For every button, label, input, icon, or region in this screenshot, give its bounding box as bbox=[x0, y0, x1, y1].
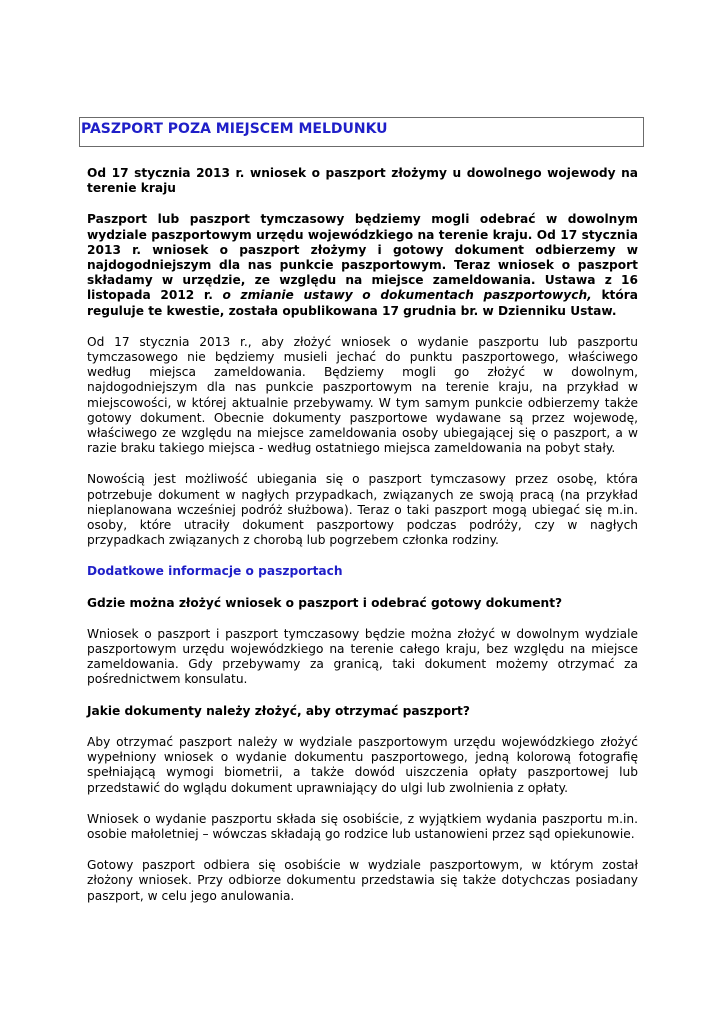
body-paragraph-2: Nowością jest możliwość ubiegania się o paszport tymczasowy przez osobę, która potrzebuje dokument w nagłych przypadkach, związanych ze swoją pracą (na przykład nieplanowana wcześniej podróż służbowa). Teraz o taki paszport mogą ubiegać się m.in. osoby, które utraciły dokument paszportowy podczas podróży, czy w nagłych przypadkach związanych z chorobą lub pogrzebem członka rodziny. bbox=[87, 472, 638, 548]
title-box bbox=[79, 117, 644, 147]
body-paragraph-1: Od 17 stycznia 2013 r., aby złożyć wniosek o wydanie paszportu lub paszportu tymczasowego nie będziemy musieli jechać do punktu paszportowego, właściwego według miejsca zameldowania. Będziemy mogli go złożyć w dowolnym, najdogodniejszym dla nas punkcie paszportowym na terenie kraju, na przykład w miejscowości, w której aktualnie przebywamy. W tym samym punkcie odbierzemy także gotowy dokument. Obecnie dokumenty paszportowe wydawane są przez wojewodę, właściwego ze względu na miejsce zameldowania osoby ubiegającej się o paszport, a w razie braku takiego miejsca - według ostatniego miejsca zameldowania na pobyt stały. bbox=[87, 334, 638, 456]
question-documents: Jakie dokumenty należy złożyć, aby otrzymać paszport? bbox=[87, 703, 470, 718]
answer-where: Wniosek o paszport i paszport tymczasowy będzie można złożyć w dowolnym wydziale paszportowym urzędu wojewódzkiego na terenie całego kraju, bez względu na miejsce zameldowania. Gdy przebywamy za granicą, taki dokument możemy otrzymać za pośrednictwem konsulatu. bbox=[87, 626, 638, 687]
extra-info-heading: Dodatkowe informacje o paszportach bbox=[87, 564, 343, 579]
act-title-italic: o zmianie ustawy o dokumentach paszportowych, bbox=[222, 288, 592, 303]
lead-paragraph-1: Od 17 stycznia 2013 r. wniosek o paszport złożymy u dowolnego wojewody na terenie kraju bbox=[87, 166, 638, 196]
answer-documents-1: Aby otrzymać paszport należy w wydziale paszportowym urzędu wojewódzkiego złożyć wypełniony wniosek o wydanie dokumentu paszportowego, jedną kolorową fotografię spełniającą wymogi biometrii, a także dowód uiszczenia opłaty paszportowej lub przedstawić do wglądu dokument uprawniający do ulgi lub zwolnienia z opłaty. bbox=[87, 734, 638, 795]
page-title: PASZPORT POZA MIEJSCEM MELDUNKU bbox=[81, 121, 388, 137]
document-page bbox=[81, 117, 638, 904]
answer-documents-3: Gotowy paszport odbiera się osobiście w wydziale paszportowym, w którym został złożony wniosek. Przy odbiorze dokumentu przedstawia się także dotychczas posiadany paszport, w celu jego anulowania. bbox=[87, 858, 638, 903]
lead-paragraph-2-text-b: która reguluje te kwestie, została opublikowana 17 grudnia br. w Dzienniku Ustaw. bbox=[87, 288, 638, 318]
lead-paragraph-2-text-a: Paszport lub paszport tymczasowy będziemy mogli odebrać w dowolnym wydziale paszportowym urzędu wojewódzkiego na terenie kraju. Od 17 stycznia 2013 r. wniosek o paszport złożymy i gotowy dokument odbierzemy w najdogodniejszym dla nas punkcie paszportowym. Teraz wniosek o paszport składamy w urzędzie, ze względu na miejsce zameldowania. Ustawa z 16 listopada 2012 r. bbox=[87, 212, 638, 303]
question-where: Gdzie można złożyć wniosek o paszport i odebrać gotowy dokument? bbox=[87, 595, 563, 610]
answer-documents-2: Wniosek o wydanie paszportu składa się osobiście, z wyjątkiem wydania paszportu m.in. osobie małoletniej – wówczas składają go rodzice lub ustanowieni przez sąd opiekunowie. bbox=[87, 811, 638, 841]
lead-paragraph-2 bbox=[87, 212, 638, 318]
